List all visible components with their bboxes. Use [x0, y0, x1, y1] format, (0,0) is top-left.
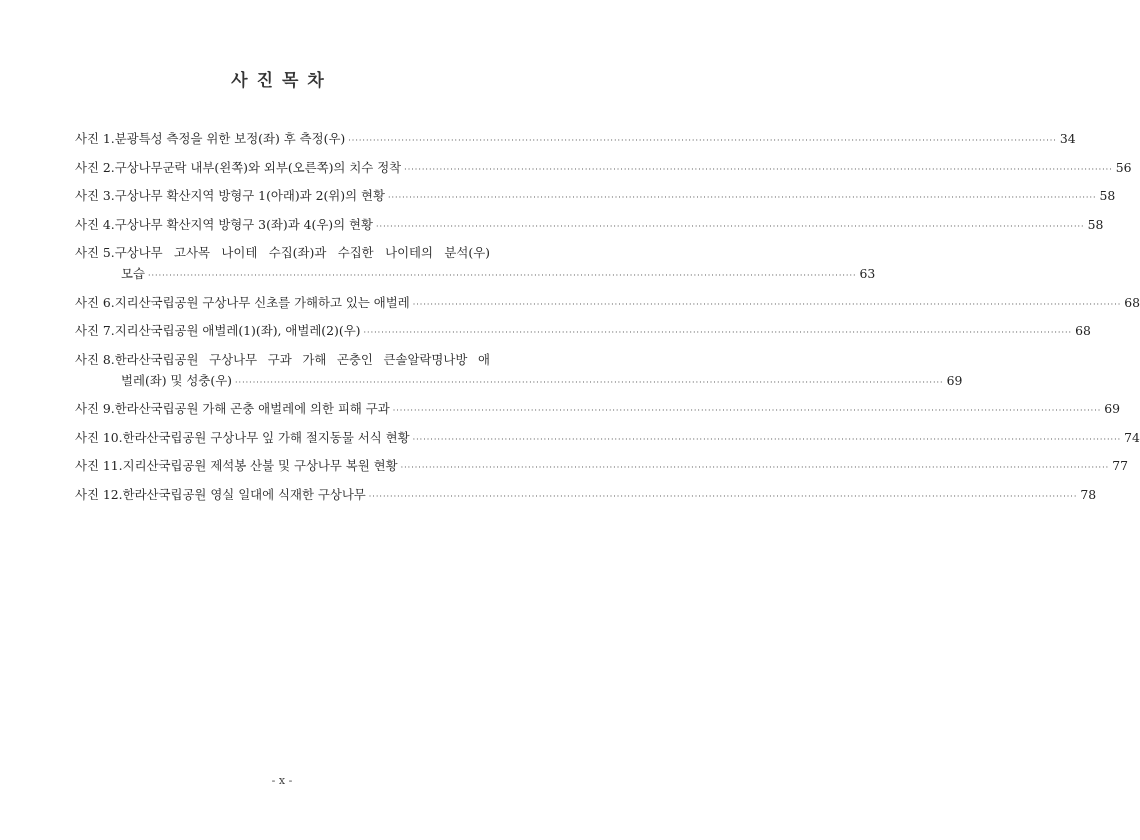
toc-entry-title: 구상나무 확산지역 방형구 1(아래)과 2(위)의 현황: [114, 188, 385, 203]
toc-entry[interactable]: [75, 349, 963, 391]
toc-entry-title: 구상나무군락 내부(왼쪽)와 외부(오른쪽)의 치수 정착: [114, 159, 402, 175]
toc-entry-page-number: 69: [946, 372, 963, 388]
toc-entry-title: 분광특성 측정을 위한 보정(좌) 후 측정(우): [114, 131, 346, 146]
toc-entry-label: 사진 8.: [75, 351, 115, 367]
toc-entry-label: 사진 2.: [75, 159, 115, 175]
toc-entry[interactable]: [75, 455, 1128, 476]
toc-entry-line: [75, 157, 1132, 178]
toc-entry[interactable]: [75, 320, 1091, 341]
toc-entry-page-number: 58: [1099, 188, 1116, 203]
toc-entry-page-number: 78: [1080, 486, 1097, 502]
toc-entry-page-number: 58: [1087, 216, 1104, 232]
toc-entry-label: 사진 5.: [75, 245, 115, 260]
toc-entry-label: 사진 7.: [75, 323, 115, 338]
dot-leader: ········································································································································································································: [368, 491, 1078, 501]
toc-entry-title: 구상나무 고사목 나이테 수집(좌)과 수집한 나이테의 분석(우): [114, 245, 490, 260]
toc-entry[interactable]: [75, 128, 1076, 149]
toc-entry-line: [75, 398, 1121, 419]
toc-entry[interactable]: [75, 427, 1140, 448]
toc-entry-line: [75, 455, 1128, 476]
dot-leader: ········································································································································································································: [348, 136, 1057, 145]
dot-leader: ········································································································································································································: [392, 406, 1102, 415]
toc-entry-title: 한라산국립공원 구상나무 잎 가해 절지동물 서식 현황: [122, 429, 410, 445]
toc-entry-page-number: 34: [1059, 131, 1076, 146]
toc-entry-label: 사진 12.: [75, 486, 123, 502]
toc-entry-title: 지리산국립공원 구상나무 신초를 가해하고 있는 애벌레: [114, 294, 410, 310]
page-number-footer: - x -: [271, 774, 293, 787]
toc-entry-page-number: 77: [1112, 458, 1128, 473]
toc-entry-line: [75, 128, 1076, 149]
toc-entry-label: 사진 1.: [75, 131, 115, 146]
toc-entry-line: [75, 292, 1140, 313]
toc-entry-line: [75, 214, 1104, 235]
toc-entry[interactable]: [75, 157, 1132, 178]
toc-entry-label: 사진 10.: [75, 429, 123, 445]
toc-entry-label: 사진 11.: [75, 458, 123, 473]
dot-leader: ········································································································································································································: [387, 193, 1097, 202]
toc-entry-line: [75, 349, 490, 370]
dot-leader: ········································································································································································································: [375, 221, 1085, 231]
toc-entry-title: 한라산국립공원 구상나무 구과 가해 곤충인 큰솔알락명나방 애: [114, 351, 490, 367]
toc-entry-line: [75, 263, 876, 284]
toc-entry-line: [75, 484, 1097, 505]
toc-entry-title: 구상나무 확산지역 방형구 3(좌)과 4(우)의 현황: [114, 216, 373, 232]
toc-entry-label: 사진 4.: [75, 216, 115, 232]
toc-entry-title: 한라산국립공원 영실 일대에 식재한 구상나무: [122, 486, 366, 502]
toc-entry-label: 사진 3.: [75, 188, 115, 203]
toc-entry-title: 벌레(좌) 및 성충(우): [121, 372, 232, 388]
toc-entry-line: [75, 185, 1116, 206]
toc-entry-title: 모습: [121, 266, 145, 281]
dot-leader: ········································································································································································································: [400, 463, 1110, 472]
toc-entry-title: 한라산국립공원 가해 곤충 애벌레에 의한 피해 구과: [114, 401, 390, 416]
toc-entry-page-number: 63: [859, 266, 876, 281]
toc-entry[interactable]: [75, 292, 1140, 313]
toc-entry-label: 사진 9.: [75, 401, 115, 416]
toc-entry[interactable]: [75, 185, 1116, 206]
toc-entry[interactable]: [75, 242, 876, 284]
toc-entry-page-number: 68: [1124, 294, 1140, 310]
toc-entry-page-number: 69: [1104, 401, 1121, 416]
dot-leader: ········································································································································································································: [412, 299, 1122, 309]
toc-entry-page-number: 56: [1115, 159, 1132, 175]
toc-entry-line: [75, 320, 1091, 341]
toc-entry-line: [75, 370, 963, 391]
toc-entry-label: 사진 6.: [75, 294, 115, 310]
dot-leader: ········································································································································································································: [363, 328, 1073, 337]
toc-entry-title: 지리산국립공원 제석봉 산불 및 구상나무 복원 현황: [122, 458, 398, 473]
dot-leader: ········································································································································································································: [412, 434, 1122, 444]
toc-entry[interactable]: [75, 398, 1121, 419]
toc-entry-page-number: 68: [1075, 323, 1091, 338]
toc-entry-page-number: 74: [1124, 429, 1140, 445]
photo-table-of-contents: [75, 128, 1140, 512]
dot-leader: ········································································································································································································: [404, 164, 1113, 174]
toc-entry-line: [75, 427, 1140, 448]
toc-entry[interactable]: [75, 484, 1097, 505]
dot-leader: ········································································································································································································: [147, 271, 857, 280]
dot-leader: ········································································································································································································: [235, 377, 944, 387]
toc-entry-line: [75, 242, 490, 263]
toc-entry-title: 지리산국립공원 애벌레(1)(좌), 애벌레(2)(우): [114, 323, 361, 338]
toc-entry[interactable]: [75, 214, 1104, 235]
page-title: 사진목차: [231, 71, 333, 91]
